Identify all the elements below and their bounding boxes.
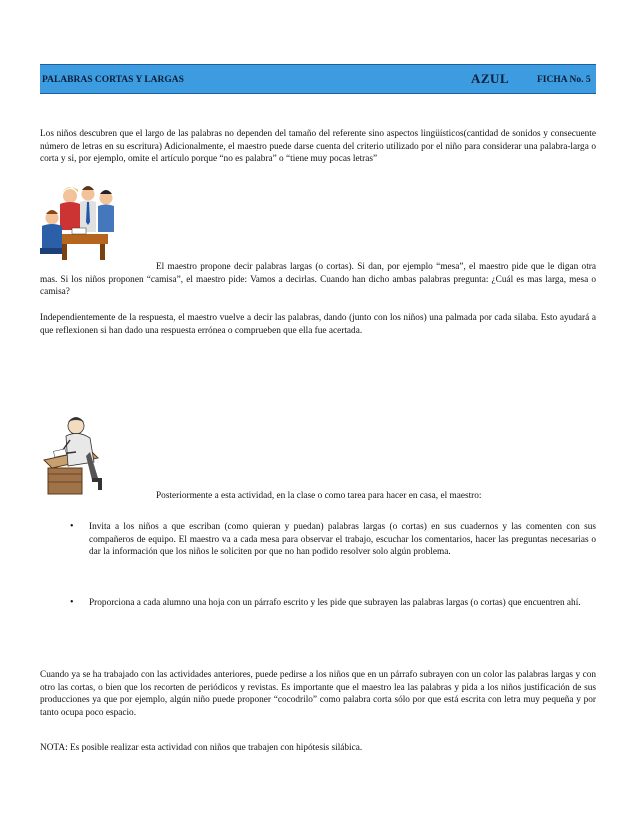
cuando-text: Cuando ya se ha trabajado con las actividades anteriores, puede pedirse a los niños que en un párrafo subrayen con un color las palabras largas y con otro las cortas, o bien que los recorten de periódicos y revistas. Es importante que el maestro lea las palabras y pida a los niños justificación de sus producciones ya que por ejemplo, algún niño puede proponer “cocodrilo” como palabra corta sólo por que está escrita con letra muy pequeña y por tanto ocupa poco espacio.: [40, 670, 596, 719]
bullet-icon: •: [70, 521, 74, 532]
list-item: [40, 597, 596, 610]
cuando-paragraph: [40, 669, 596, 720]
header-bar: [40, 64, 596, 94]
bullet-list-2: [40, 597, 596, 610]
color-label: AZUL: [471, 71, 510, 86]
bullet-text: Invita a los niños a que escriban (como quieran y puedan) palabras largas (o cortas) en sus cuadernos y las comenten con sus compañeros de equipo. El maestro va a cada mesa para observar el trabajo, escuchar los comentarios, hacer las preguntas necesarias o dar la información que los niños le soliciten por que no han podido resolver solo algún problema.: [89, 522, 596, 558]
independiente-text: Independientemente de la respuesta, el maestro vuelve a decir las palabras, dando (junto con los niños) una palmada por cada silaba. Esto ayudará a que reflexionen si han dado una respuesta errónea o comprueben que ella fue acertada.: [40, 313, 596, 336]
bullet-text: Proporciona a cada alumno una hoja con un párrafo escrito y les pide que subrayen las palabras largas (o cortas) que encuentren ahí.: [89, 598, 581, 608]
intro-text: Los niños descubren que el largo de las palabras no dependen del tamaño del referente sino aspectos lingüísticos(cantidad de sonidos y consecuente número de letras en su escritura) Adicionalmente, el maestro puede darse cuenta del criterio utilizado por el niño para considerar una palabra-larga o corta y si, por ejemplo, omite el artículo porque “no es palabra” o “tiene muy pocas letras”: [40, 129, 596, 165]
bullet-icon: •: [70, 597, 74, 608]
propone-paragraph: [40, 261, 596, 299]
student-writing-clipart: [40, 412, 110, 496]
list-item: [40, 521, 596, 559]
posteriormente-paragraph: [156, 490, 596, 503]
independiente-paragraph: [40, 312, 596, 337]
worksheet-title: PALABRAS CORTAS Y LARGAS: [42, 75, 184, 85]
teacher-group-clipart: [38, 182, 122, 262]
nota-paragraph: [40, 742, 596, 755]
intro-paragraph: [40, 128, 596, 166]
propone-text: El maestro propone decir palabras largas (o cortas). Si dan, por ejemplo “mesa”, el maestro pide que le digan otra mas. Si los niños proponen “camisa”, el maestro pide: Vamos a decirlas. Cuando han dicho ambas palabras pregunta: ¿Cuál es mas larga, mesa o camisa?: [40, 262, 596, 298]
ficha-number: FICHA No. 5: [537, 75, 591, 85]
bullet-list-1: [40, 521, 596, 559]
posteriormente-text: Posteriormente a esta actividad, en la clase o como tarea para hacer en casa, el maestro:: [156, 491, 482, 501]
nota-text: NOTA: Es posible realizar esta actividad con niños que trabajen con hipótesis silábica.: [40, 743, 363, 753]
